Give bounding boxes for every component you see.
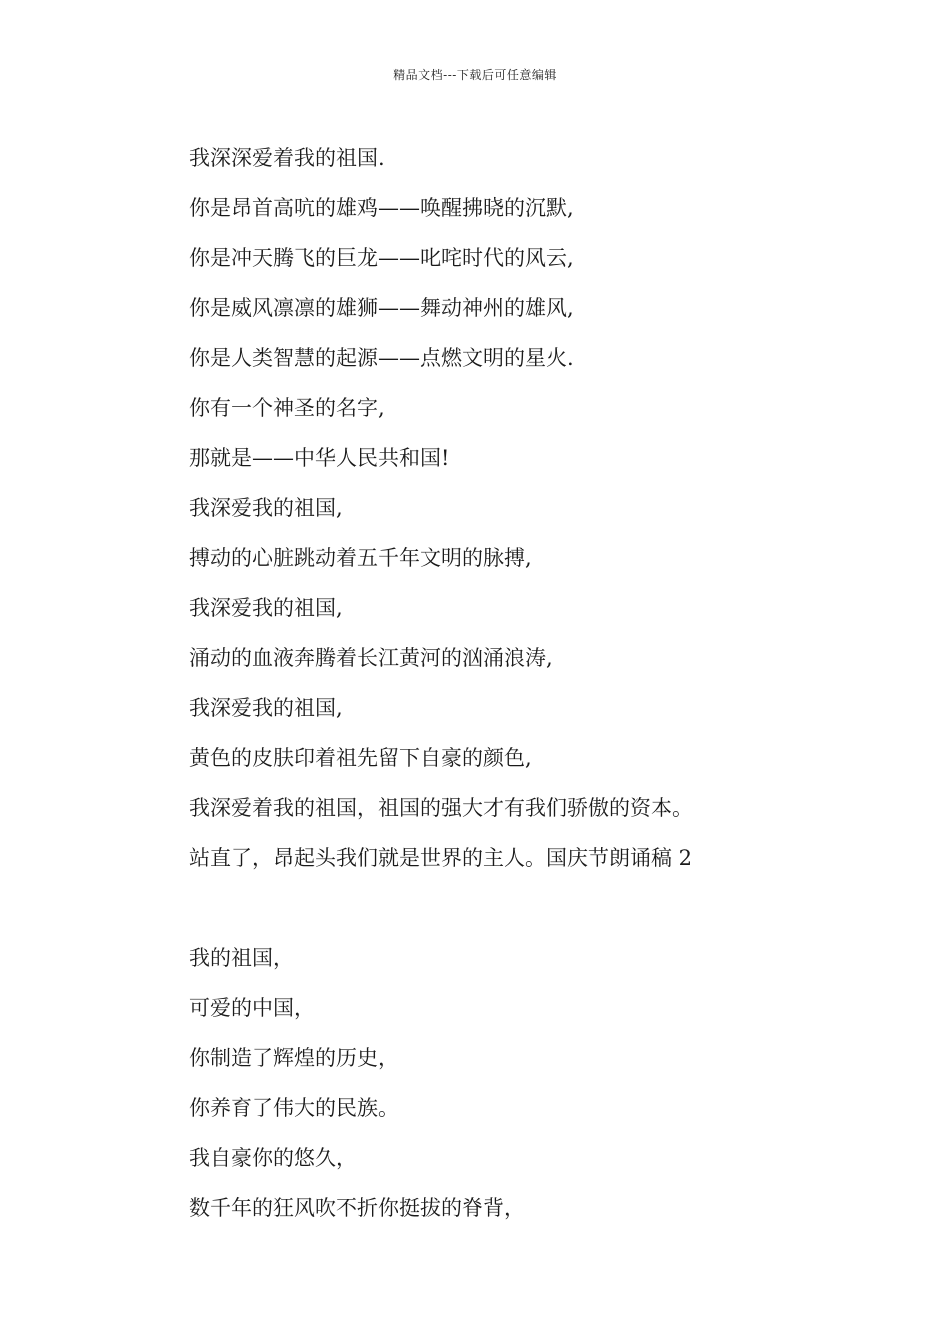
text-line: 我深深爱着我的祖国. <box>189 146 385 170</box>
page-header: 精品文档---下载后可任意编辑 <box>393 68 557 82</box>
text-line: 那就是——中华人民共和国! <box>189 446 450 470</box>
text-line: 站直了，昂起头我们就是世界的主人。国庆节朗诵稿 2 <box>189 846 693 870</box>
text-line: 可爱的中国， <box>189 996 315 1020</box>
text-line: 我深爱着我的祖国，祖国的强大才有我们骄傲的资本。 <box>189 796 693 820</box>
text-line: 涌动的血液奔腾着长江黄河的汹涌浪涛, <box>189 646 553 670</box>
document-body <box>189 133 869 1233</box>
text-line: 你是人类智慧的起源——点燃文明的星火. <box>189 346 574 370</box>
text-line: 你有一个神圣的名字, <box>189 396 385 420</box>
text-line: 你养育了伟大的民族。 <box>189 1096 399 1120</box>
text-line: 你是冲天腾飞的巨龙——叱咤时代的风云, <box>189 246 574 270</box>
text-line: 黄色的皮肤印着祖先留下自豪的颜色, <box>189 746 532 770</box>
text-line: 我的祖国， <box>189 946 294 970</box>
text-line: 我深爱我的祖国, <box>189 496 343 520</box>
text-line: 你是昂首高吭的雄鸡——唤醒拂晓的沉默, <box>189 196 574 220</box>
text-line: 你制造了辉煌的历史， <box>189 1046 399 1070</box>
text-line: 搏动的心脏跳动着五千年文明的脉搏, <box>189 546 532 570</box>
text-line: 数千年的狂风吹不折你挺拔的脊背， <box>189 1196 525 1220</box>
text-line: 你是威风凛凛的雄狮——舞动神州的雄风, <box>189 296 574 320</box>
text-line: 我深爱我的祖国, <box>189 596 343 620</box>
text-line: 我深爱我的祖国, <box>189 696 343 720</box>
text-line: 我自豪你的悠久， <box>189 1146 357 1170</box>
section-gap <box>189 883 869 933</box>
